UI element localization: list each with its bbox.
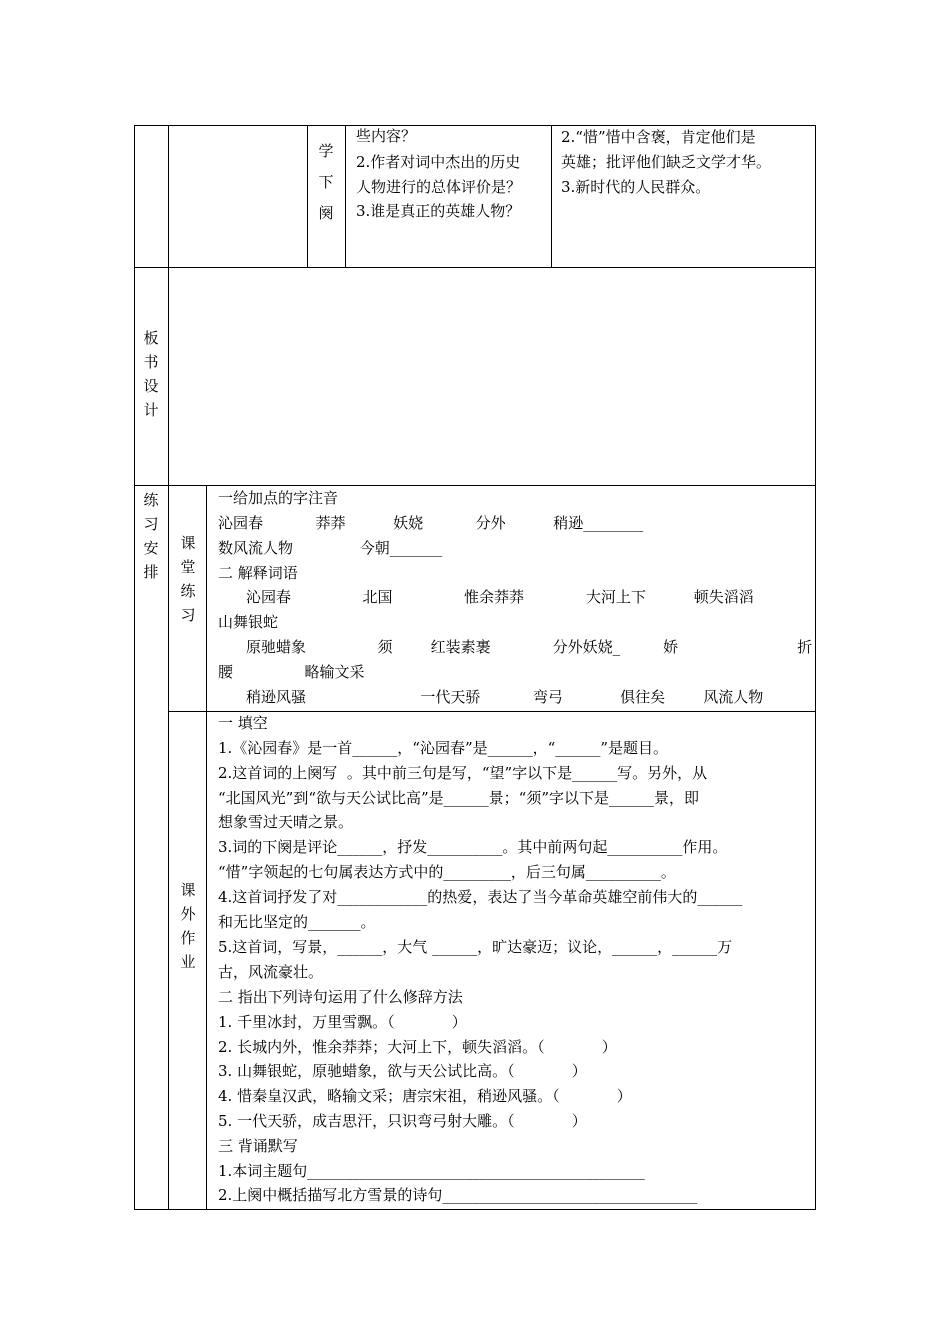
phase-label-char: 下 [318, 173, 334, 191]
homework-line: 古，风流豪壮。 [218, 963, 324, 981]
homework-line: 1.《沁园春》是一首______，“沁园春”是______，“______”是题目。 [218, 739, 668, 757]
table-left-border [134, 125, 135, 1210]
exercise-line: 沁园春 莽莽 妖娆 分外 稍逊________ [218, 514, 644, 532]
homework-label [177, 883, 199, 979]
col-divider-top-a [307, 125, 308, 267]
homework-line: 三 背诵默写 [218, 1137, 298, 1155]
homework-line: 3. 山舞银蛇，原驰蜡象，欲与天公试比高。（ ） [218, 1062, 587, 1080]
board-label [140, 331, 162, 427]
homework-line: 1.本词主题句_____________________________________________ [218, 1162, 645, 1180]
exercise-line: 数风流人物 今朝_______ [218, 539, 443, 557]
answer-line: 英雄；批评他们缺乏文学才华。 [561, 153, 772, 171]
board-label-char: 书 [143, 353, 159, 371]
practice-label-char: 安 [143, 539, 159, 557]
question-line: 3.谁是真正的英雄人物？ [356, 202, 521, 220]
col-divider-top-b [345, 125, 346, 267]
practice-label-char: 习 [143, 515, 159, 533]
col-divider-practice [206, 485, 207, 1210]
board-content-area [169, 268, 815, 485]
homework-line: “北国风光”到“欲与天公试比高”是______景；“须”字以下是______景，即 [218, 789, 700, 807]
table-bottom-border [134, 1209, 816, 1210]
table-top-border [134, 125, 816, 126]
col-divider-top-c [551, 125, 552, 267]
exercise-line: 稍逊风骚 一代天骄 弯弓 俱往矣 风流人物 [246, 688, 764, 706]
exercise-line: 山舞银蛇 [218, 613, 279, 631]
table-right-border [815, 125, 816, 1210]
homework-label-char: 作 [180, 929, 196, 947]
homework-line: 和无比坚定的_______。 [218, 913, 376, 931]
homework-line: 一 填空 [218, 714, 268, 732]
board-label-char: 板 [143, 329, 159, 347]
exercise-line: 腰 略输文采 [218, 663, 365, 681]
homework-line: 5. 一代天骄，成吉思汗，只识弯弓射大雕。（ ） [218, 1112, 587, 1130]
homework-label-char: 课 [180, 881, 196, 899]
board-label-char: 计 [143, 401, 159, 419]
question-line: 人物进行的总体评价是？ [356, 178, 522, 196]
homework-line: 3.词的下阕是评论______，抒发__________。其中前两句起__________作用。 [218, 838, 728, 856]
homework-line: 二 指出下列诗句运用了什么修辞方法 [218, 988, 463, 1006]
phase-label-char: 学 [318, 142, 334, 160]
class-exercise-label-char: 课 [180, 534, 196, 552]
homework-line: “惜”字领起的七句属表达方式中的_________，后三句属__________。 [218, 863, 676, 881]
practice-label-char: 排 [143, 563, 159, 581]
exercise-line: 沁园春 北国 惟余莽莽 大河上下 顿失滔滔 [246, 588, 754, 606]
answer-line: 2.“惜”惜中含褒，肯定他们是 [561, 128, 756, 146]
homework-label-char: 外 [180, 905, 196, 923]
question-line: 2.作者对词中杰出的历史 [356, 153, 521, 171]
class-exercise-label-char: 习 [180, 606, 196, 624]
phase-label [315, 144, 337, 237]
homework-line: 4. 惜秦皇汉武，略输文采；唐宗宋祖，稍逊风骚。（ ） [218, 1087, 632, 1105]
homework-line: 4.这首词抒发了对____________的热爱，表达了当今革命英雄空前伟大的______ [218, 888, 743, 906]
board-label-char: 设 [143, 377, 159, 395]
homework-label-char: 业 [180, 953, 196, 971]
question-line: 些内容？ [356, 127, 417, 145]
class-exercise-label [177, 536, 199, 632]
homework-line: 2.这首词的上阕写 。其中前三句是写，“望”字以下是______写。另外，从 [218, 764, 708, 782]
row-divider-2 [134, 485, 816, 486]
homework-line: 5.这首词，写景，______，大气 ______，旷达豪迈；议论，______，______万 [218, 938, 733, 956]
exercise-line: 二 解释词语 [218, 564, 298, 582]
practice-divider [168, 711, 816, 712]
class-exercise-label-char: 练 [180, 582, 196, 600]
exercise-line: 一给加点的字注音 [218, 489, 339, 507]
homework-line: 1. 千里冰封，万里雪飘。（ ） [218, 1013, 467, 1031]
homework-line: 2. 长城内外，惟余莽莽；大河上下，顿失滔滔。（ ） [218, 1038, 617, 1056]
homework-line: 2.上阕中概括描写北方雪景的诗句__________________________________ [218, 1186, 698, 1204]
practice-label [140, 493, 162, 589]
class-exercise-label-char: 堂 [180, 558, 196, 576]
practice-label-char: 练 [143, 491, 159, 509]
phase-label-char: 阕 [318, 204, 334, 222]
answer-line: 3.新时代的人民群众。 [561, 178, 711, 196]
homework-line: 想象雪过天晴之景。 [218, 813, 354, 831]
exercise-line: 原驰蜡象 须 红装素裹 分外妖娆_ 娇 折 [246, 638, 813, 656]
